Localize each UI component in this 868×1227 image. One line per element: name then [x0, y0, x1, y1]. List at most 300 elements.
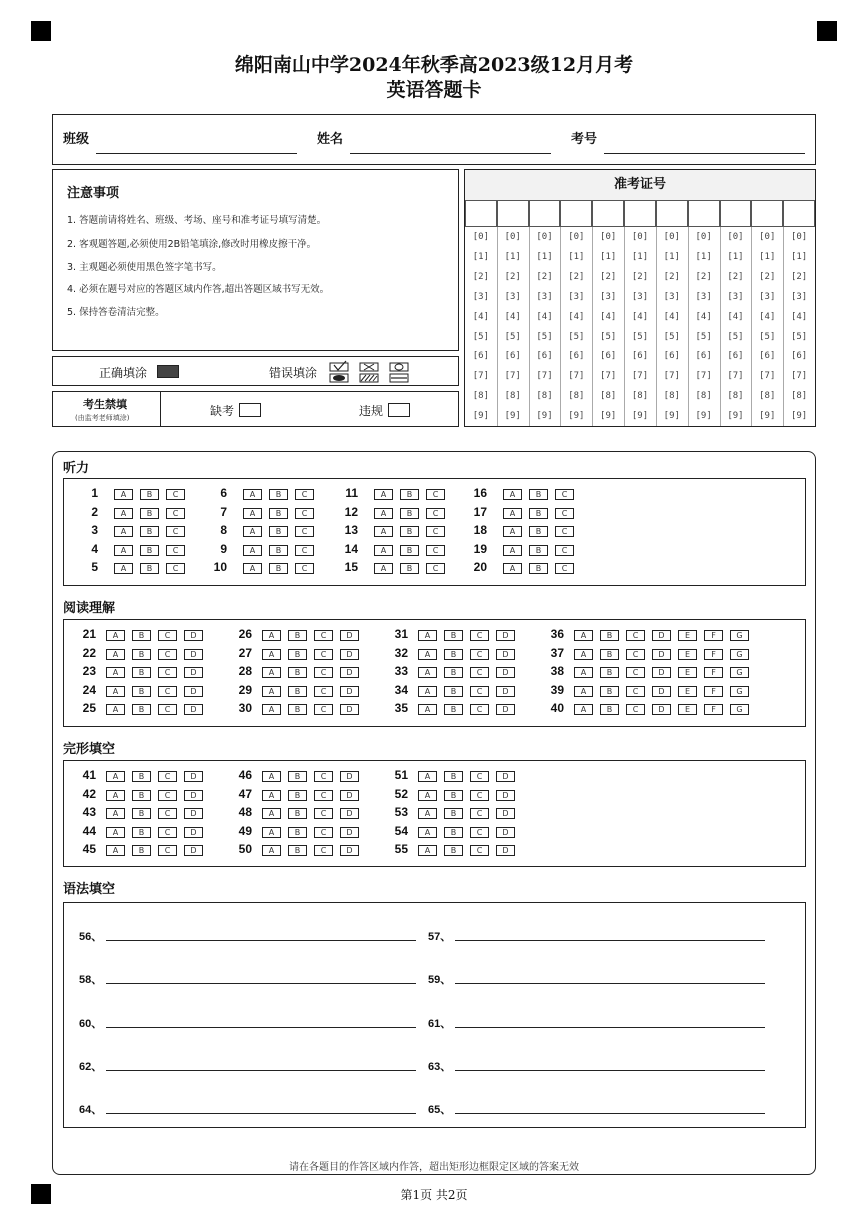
admission-digit-bubble[interactable]: [2] — [536, 271, 553, 282]
answer-bubble-a[interactable]: A — [243, 489, 262, 500]
admission-digit-bubble[interactable]: [2] — [631, 271, 649, 282]
admission-digit-bubble[interactable]: [0] — [631, 232, 649, 242]
admission-digit-bubble[interactable]: [0] — [472, 232, 490, 242]
admission-digit-bubble[interactable]: [8] — [568, 391, 585, 402]
admission-digit-bubble[interactable]: [1] — [631, 251, 649, 262]
admission-digit-bubble[interactable]: [5] — [568, 331, 585, 342]
answer-bubble-c[interactable]: C — [470, 630, 489, 641]
answer-bubble-d[interactable]: D — [496, 827, 515, 838]
answer-bubble-c[interactable]: C — [314, 667, 333, 678]
answer-bubble-d[interactable]: D — [340, 686, 359, 697]
answer-bubble-a[interactable]: A — [503, 526, 522, 537]
answer-bubble-a[interactable]: A — [418, 808, 437, 819]
admission-digit-bubble[interactable]: [8] — [600, 391, 617, 402]
answer-bubble-d[interactable]: D — [340, 808, 359, 819]
admission-digit-bubble[interactable]: [5] — [600, 331, 617, 342]
answer-bubble-c[interactable]: C — [626, 704, 645, 715]
answer-bubble-c[interactable]: C — [158, 845, 177, 856]
admission-digit-bubble[interactable]: [6] — [536, 351, 553, 362]
grammar-blank-line[interactable] — [106, 983, 416, 984]
answer-bubble-b[interactable]: B — [444, 630, 463, 641]
answer-bubble-c[interactable]: C — [314, 808, 333, 819]
answer-bubble-d[interactable]: D — [184, 686, 203, 697]
answer-bubble-d[interactable]: D — [652, 686, 671, 697]
answer-bubble-a[interactable]: A — [574, 704, 593, 715]
admission-digit-bubble[interactable]: [7] — [568, 371, 585, 382]
answer-bubble-b[interactable]: B — [400, 563, 419, 574]
admission-digit-bubble[interactable]: [6] — [631, 351, 649, 362]
admission-write-cell[interactable] — [720, 200, 752, 227]
absent-checkbox[interactable] — [239, 403, 261, 417]
answer-bubble-d[interactable]: D — [496, 845, 515, 856]
admission-digit-bubble[interactable]: [4] — [536, 311, 553, 322]
admission-write-cell[interactable] — [783, 200, 815, 227]
class-field[interactable] — [96, 153, 297, 154]
answer-bubble-a[interactable]: A — [574, 649, 593, 660]
answer-bubble-b[interactable]: B — [269, 526, 288, 537]
admission-digit-bubble[interactable]: [3] — [600, 291, 617, 302]
answer-bubble-f[interactable]: F — [704, 630, 723, 641]
admission-digit-bubble[interactable]: [7] — [600, 371, 617, 382]
admission-digit-bubble[interactable]: [1] — [568, 251, 585, 262]
admission-digit-bubble[interactable]: [8] — [695, 391, 712, 402]
admission-digit-bubble[interactable]: [0] — [663, 232, 680, 242]
answer-bubble-b[interactable]: B — [400, 526, 419, 537]
answer-bubble-d[interactable]: D — [340, 827, 359, 838]
admission-write-cell[interactable] — [688, 200, 720, 227]
exam-no-field[interactable] — [604, 153, 805, 154]
answer-bubble-a[interactable]: A — [374, 545, 393, 556]
admission-digit-bubble[interactable]: [3] — [790, 291, 808, 302]
answer-bubble-a[interactable]: A — [262, 845, 281, 856]
answer-bubble-d[interactable]: D — [652, 630, 671, 641]
admission-digit-bubble[interactable]: [9] — [504, 411, 521, 422]
answer-bubble-d[interactable]: D — [340, 704, 359, 715]
answer-bubble-c[interactable]: C — [470, 827, 489, 838]
answer-bubble-b[interactable]: B — [600, 704, 619, 715]
admission-digit-bubble[interactable]: [1] — [472, 251, 490, 262]
answer-bubble-c[interactable]: C — [158, 808, 177, 819]
answer-bubble-c[interactable]: C — [158, 649, 177, 660]
answer-bubble-a[interactable]: A — [418, 771, 437, 782]
grammar-blank-line[interactable] — [106, 1027, 416, 1028]
answer-bubble-c[interactable]: C — [426, 489, 445, 500]
admission-write-cell[interactable] — [656, 200, 688, 227]
admission-digit-bubble[interactable]: [2] — [472, 271, 490, 282]
admission-digit-bubble[interactable]: [9] — [536, 411, 553, 422]
answer-bubble-b[interactable]: B — [288, 704, 307, 715]
answer-bubble-a[interactable]: A — [106, 827, 125, 838]
admission-digit-bubble[interactable]: [8] — [759, 391, 776, 402]
admission-digit-bubble[interactable]: [4] — [663, 311, 680, 322]
answer-bubble-b[interactable]: B — [132, 704, 151, 715]
answer-bubble-a[interactable]: A — [574, 686, 593, 697]
answer-bubble-d[interactable]: D — [496, 704, 515, 715]
admission-write-cell[interactable] — [529, 200, 561, 227]
answer-bubble-b[interactable]: B — [444, 704, 463, 715]
answer-bubble-c[interactable]: C — [295, 489, 314, 500]
admission-digit-bubble[interactable]: [5] — [536, 331, 553, 342]
answer-bubble-c[interactable]: C — [166, 508, 185, 519]
answer-bubble-a[interactable]: A — [503, 489, 522, 500]
answer-bubble-c[interactable]: C — [314, 790, 333, 801]
admission-digit-bubble[interactable]: [4] — [568, 311, 585, 322]
answer-bubble-c[interactable]: C — [314, 649, 333, 660]
answer-bubble-b[interactable]: B — [132, 790, 151, 801]
admission-digit-bubble[interactable]: [8] — [790, 391, 808, 402]
answer-bubble-a[interactable]: A — [106, 649, 125, 660]
answer-bubble-f[interactable]: F — [704, 686, 723, 697]
violation-checkbox[interactable] — [388, 403, 410, 417]
answer-bubble-b[interactable]: B — [444, 808, 463, 819]
admission-digit-bubble[interactable]: [0] — [504, 232, 521, 242]
answer-bubble-b[interactable]: B — [444, 771, 463, 782]
admission-digit-bubble[interactable]: [6] — [727, 351, 744, 362]
grammar-blank-line[interactable] — [455, 983, 765, 984]
answer-bubble-c[interactable]: C — [166, 489, 185, 500]
answer-bubble-a[interactable]: A — [262, 667, 281, 678]
answer-bubble-b[interactable]: B — [400, 545, 419, 556]
answer-bubble-b[interactable]: B — [269, 489, 288, 500]
admission-digit-bubble[interactable]: [3] — [504, 291, 521, 302]
answer-bubble-e[interactable]: E — [678, 630, 697, 641]
answer-bubble-a[interactable]: A — [503, 545, 522, 556]
answer-bubble-d[interactable]: D — [652, 704, 671, 715]
admission-digit-bubble[interactable]: [9] — [663, 411, 680, 422]
answer-bubble-a[interactable]: A — [262, 630, 281, 641]
admission-digit-bubble[interactable]: [1] — [727, 251, 744, 262]
admission-digit-bubble[interactable]: [7] — [504, 371, 521, 382]
answer-bubble-c[interactable]: C — [158, 827, 177, 838]
answer-bubble-a[interactable]: A — [574, 630, 593, 641]
answer-bubble-b[interactable]: B — [132, 686, 151, 697]
admission-digit-bubble[interactable]: [0] — [727, 232, 744, 242]
answer-bubble-b[interactable]: B — [132, 845, 151, 856]
answer-bubble-d[interactable]: D — [340, 667, 359, 678]
admission-digit-bubble[interactable]: [5] — [472, 331, 490, 342]
answer-bubble-c[interactable]: C — [314, 827, 333, 838]
answer-bubble-d[interactable]: D — [496, 630, 515, 641]
admission-digit-bubble[interactable]: [0] — [600, 232, 617, 242]
answer-bubble-f[interactable]: F — [704, 667, 723, 678]
answer-bubble-b[interactable]: B — [529, 489, 548, 500]
answer-bubble-d[interactable]: D — [340, 790, 359, 801]
answer-bubble-c[interactable]: C — [158, 704, 177, 715]
answer-bubble-c[interactable]: C — [314, 771, 333, 782]
admission-digit-bubble[interactable]: [3] — [759, 291, 776, 302]
answer-bubble-d[interactable]: D — [496, 790, 515, 801]
admission-digit-bubble[interactable]: [3] — [695, 291, 712, 302]
admission-digit-bubble[interactable]: [1] — [695, 251, 712, 262]
answer-bubble-a[interactable]: A — [374, 563, 393, 574]
answer-bubble-d[interactable]: D — [340, 649, 359, 660]
admission-digit-bubble[interactable]: [4] — [600, 311, 617, 322]
answer-bubble-b[interactable]: B — [444, 686, 463, 697]
admission-digit-bubble[interactable]: [2] — [790, 271, 808, 282]
answer-bubble-d[interactable]: D — [340, 845, 359, 856]
admission-write-cell[interactable] — [751, 200, 783, 227]
admission-digit-bubble[interactable]: [9] — [472, 411, 490, 422]
answer-bubble-d[interactable]: D — [184, 704, 203, 715]
admission-digit-bubble[interactable]: [7] — [663, 371, 680, 382]
answer-bubble-c[interactable]: C — [470, 845, 489, 856]
answer-bubble-c[interactable]: C — [470, 771, 489, 782]
admission-digit-bubble[interactable]: [9] — [759, 411, 776, 422]
answer-bubble-b[interactable]: B — [288, 630, 307, 641]
answer-bubble-b[interactable]: B — [269, 563, 288, 574]
admission-digit-bubble[interactable]: [8] — [536, 391, 553, 402]
answer-bubble-a[interactable]: A — [262, 771, 281, 782]
admission-digit-bubble[interactable]: [6] — [790, 351, 808, 362]
answer-bubble-c[interactable]: C — [470, 808, 489, 819]
answer-bubble-a[interactable]: A — [262, 808, 281, 819]
admission-digit-bubble[interactable]: [0] — [536, 232, 553, 242]
answer-bubble-e[interactable]: E — [678, 704, 697, 715]
answer-bubble-b[interactable]: B — [529, 508, 548, 519]
answer-bubble-b[interactable]: B — [288, 667, 307, 678]
answer-bubble-b[interactable]: B — [400, 489, 419, 500]
answer-bubble-g[interactable]: G — [730, 649, 749, 660]
answer-bubble-c[interactable]: C — [555, 545, 574, 556]
answer-bubble-b[interactable]: B — [132, 649, 151, 660]
admission-digit-bubble[interactable]: [8] — [472, 391, 490, 402]
answer-bubble-d[interactable]: D — [652, 667, 671, 678]
answer-bubble-c[interactable]: C — [555, 526, 574, 537]
answer-bubble-a[interactable]: A — [262, 686, 281, 697]
admission-digit-bubble[interactable]: [9] — [600, 411, 617, 422]
answer-bubble-c[interactable]: C — [470, 686, 489, 697]
answer-bubble-c[interactable]: C — [555, 489, 574, 500]
answer-bubble-c[interactable]: C — [166, 526, 185, 537]
answer-bubble-b[interactable]: B — [132, 808, 151, 819]
answer-bubble-a[interactable]: A — [374, 508, 393, 519]
answer-bubble-b[interactable]: B — [132, 667, 151, 678]
grammar-blank-line[interactable] — [455, 1027, 765, 1028]
answer-bubble-c[interactable]: C — [626, 686, 645, 697]
answer-bubble-b[interactable]: B — [140, 508, 159, 519]
admission-digit-bubble[interactable]: [7] — [695, 371, 712, 382]
answer-bubble-a[interactable]: A — [418, 667, 437, 678]
answer-bubble-a[interactable]: A — [106, 630, 125, 641]
answer-bubble-c[interactable]: C — [314, 704, 333, 715]
answer-bubble-b[interactable]: B — [288, 686, 307, 697]
answer-bubble-a[interactable]: A — [243, 508, 262, 519]
admission-digit-bubble[interactable]: [7] — [759, 371, 776, 382]
admission-digit-bubble[interactable]: [9] — [790, 411, 808, 422]
admission-digit-bubble[interactable]: [3] — [536, 291, 553, 302]
answer-bubble-e[interactable]: E — [678, 667, 697, 678]
admission-digit-bubble[interactable]: [3] — [663, 291, 680, 302]
answer-bubble-c[interactable]: C — [426, 526, 445, 537]
answer-bubble-a[interactable]: A — [418, 686, 437, 697]
answer-bubble-c[interactable]: C — [158, 630, 177, 641]
admission-digit-bubble[interactable]: [8] — [727, 391, 744, 402]
answer-bubble-a[interactable]: A — [243, 526, 262, 537]
grammar-blank-line[interactable] — [106, 1070, 416, 1071]
answer-bubble-a[interactable]: A — [418, 845, 437, 856]
admission-digit-bubble[interactable]: [0] — [759, 232, 776, 242]
admission-digit-bubble[interactable]: [7] — [790, 371, 808, 382]
admission-digit-bubble[interactable]: [5] — [504, 331, 521, 342]
grammar-blank-line[interactable] — [455, 1070, 765, 1071]
answer-bubble-a[interactable]: A — [114, 545, 133, 556]
answer-bubble-b[interactable]: B — [400, 508, 419, 519]
admission-digit-bubble[interactable]: [6] — [504, 351, 521, 362]
answer-bubble-a[interactable]: A — [503, 508, 522, 519]
answer-bubble-c[interactable]: C — [470, 649, 489, 660]
admission-digit-bubble[interactable]: [2] — [759, 271, 776, 282]
answer-bubble-c[interactable]: C — [426, 563, 445, 574]
admission-digit-bubble[interactable]: [3] — [727, 291, 744, 302]
answer-bubble-a[interactable]: A — [106, 771, 125, 782]
admission-digit-bubble[interactable]: [1] — [536, 251, 553, 262]
admission-digit-bubble[interactable]: [8] — [504, 391, 521, 402]
answer-bubble-d[interactable]: D — [184, 845, 203, 856]
admission-digit-bubble[interactable]: [2] — [663, 271, 680, 282]
answer-bubble-e[interactable]: E — [678, 649, 697, 660]
answer-bubble-c[interactable]: C — [555, 508, 574, 519]
answer-bubble-a[interactable]: A — [106, 790, 125, 801]
admission-digit-bubble[interactable]: [4] — [695, 311, 712, 322]
answer-bubble-d[interactable]: D — [184, 808, 203, 819]
answer-bubble-a[interactable]: A — [418, 790, 437, 801]
answer-bubble-b[interactable]: B — [140, 526, 159, 537]
answer-bubble-c[interactable]: C — [158, 667, 177, 678]
admission-digit-bubble[interactable]: [2] — [727, 271, 744, 282]
admission-digit-bubble[interactable]: [1] — [663, 251, 680, 262]
answer-bubble-b[interactable]: B — [140, 489, 159, 500]
admission-digit-bubble[interactable]: [6] — [600, 351, 617, 362]
answer-bubble-a[interactable]: A — [418, 827, 437, 838]
answer-bubble-b[interactable]: B — [140, 563, 159, 574]
answer-bubble-c[interactable]: C — [470, 667, 489, 678]
answer-bubble-d[interactable]: D — [340, 771, 359, 782]
answer-bubble-c[interactable]: C — [295, 545, 314, 556]
answer-bubble-a[interactable]: A — [503, 563, 522, 574]
admission-digit-bubble[interactable]: [7] — [727, 371, 744, 382]
admission-digit-bubble[interactable]: [4] — [790, 311, 808, 322]
answer-bubble-b[interactable]: B — [288, 790, 307, 801]
admission-digit-bubble[interactable]: [9] — [695, 411, 712, 422]
answer-bubble-c[interactable]: C — [166, 563, 185, 574]
answer-bubble-d[interactable]: D — [340, 630, 359, 641]
answer-bubble-a[interactable]: A — [262, 649, 281, 660]
answer-bubble-a[interactable]: A — [418, 649, 437, 660]
answer-bubble-c[interactable]: C — [470, 704, 489, 715]
admission-digit-bubble[interactable]: [5] — [695, 331, 712, 342]
answer-bubble-b[interactable]: B — [288, 808, 307, 819]
answer-bubble-a[interactable]: A — [374, 526, 393, 537]
answer-bubble-a[interactable]: A — [262, 790, 281, 801]
answer-bubble-a[interactable]: A — [262, 704, 281, 715]
answer-bubble-a[interactable]: A — [418, 630, 437, 641]
admission-digit-bubble[interactable]: [7] — [536, 371, 553, 382]
answer-bubble-c[interactable]: C — [295, 563, 314, 574]
answer-bubble-c[interactable]: C — [426, 508, 445, 519]
answer-bubble-a[interactable]: A — [114, 508, 133, 519]
answer-bubble-b[interactable]: B — [269, 508, 288, 519]
admission-digit-bubble[interactable]: [0] — [790, 232, 808, 242]
answer-bubble-b[interactable]: B — [600, 630, 619, 641]
answer-bubble-a[interactable]: A — [574, 667, 593, 678]
answer-bubble-c[interactable]: C — [314, 686, 333, 697]
answer-bubble-d[interactable]: D — [496, 808, 515, 819]
admission-digit-bubble[interactable]: [1] — [790, 251, 808, 262]
admission-digit-bubble[interactable]: [2] — [600, 271, 617, 282]
answer-bubble-c[interactable]: C — [426, 545, 445, 556]
answer-bubble-c[interactable]: C — [470, 790, 489, 801]
admission-digit-bubble[interactable]: [0] — [695, 232, 712, 242]
admission-digit-bubble[interactable]: [3] — [472, 291, 490, 302]
answer-bubble-a[interactable]: A — [106, 686, 125, 697]
answer-bubble-g[interactable]: G — [730, 667, 749, 678]
answer-bubble-c[interactable]: C — [314, 845, 333, 856]
admission-digit-bubble[interactable]: [9] — [568, 411, 585, 422]
answer-bubble-b[interactable]: B — [444, 827, 463, 838]
answer-bubble-c[interactable]: C — [626, 630, 645, 641]
admission-digit-bubble[interactable]: [9] — [631, 411, 649, 422]
answer-bubble-a[interactable]: A — [106, 704, 125, 715]
answer-bubble-b[interactable]: B — [529, 526, 548, 537]
answer-bubble-c[interactable]: C — [158, 686, 177, 697]
grammar-blank-line[interactable] — [455, 940, 765, 941]
answer-bubble-b[interactable]: B — [444, 790, 463, 801]
admission-digit-bubble[interactable]: [5] — [759, 331, 776, 342]
answer-bubble-d[interactable]: D — [184, 630, 203, 641]
answer-bubble-c[interactable]: C — [295, 508, 314, 519]
admission-write-cell[interactable] — [592, 200, 624, 227]
answer-bubble-c[interactable]: C — [626, 649, 645, 660]
admission-digit-bubble[interactable]: [4] — [759, 311, 776, 322]
answer-bubble-a[interactable]: A — [418, 704, 437, 715]
admission-digit-bubble[interactable]: [6] — [472, 351, 490, 362]
admission-digit-bubble[interactable]: [7] — [631, 371, 649, 382]
answer-bubble-a[interactable]: A — [114, 526, 133, 537]
answer-bubble-f[interactable]: F — [704, 704, 723, 715]
answer-bubble-a[interactable]: A — [262, 827, 281, 838]
answer-bubble-b[interactable]: B — [600, 667, 619, 678]
answer-bubble-b[interactable]: B — [288, 771, 307, 782]
answer-bubble-c[interactable]: C — [555, 563, 574, 574]
admission-digit-bubble[interactable]: [8] — [631, 391, 649, 402]
admission-digit-bubble[interactable]: [8] — [663, 391, 680, 402]
admission-write-cell[interactable] — [624, 200, 656, 227]
admission-digit-bubble[interactable]: [3] — [568, 291, 585, 302]
answer-bubble-c[interactable]: C — [166, 545, 185, 556]
answer-bubble-a[interactable]: A — [374, 489, 393, 500]
answer-bubble-d[interactable]: D — [496, 771, 515, 782]
answer-bubble-c[interactable]: C — [626, 667, 645, 678]
admission-digit-bubble[interactable]: [0] — [568, 232, 585, 242]
answer-bubble-b[interactable]: B — [444, 667, 463, 678]
grammar-blank-line[interactable] — [455, 1113, 765, 1114]
answer-bubble-d[interactable]: D — [184, 771, 203, 782]
admission-digit-bubble[interactable]: [2] — [695, 271, 712, 282]
admission-digit-bubble[interactable]: [1] — [504, 251, 521, 262]
answer-bubble-c[interactable]: C — [158, 771, 177, 782]
grammar-blank-line[interactable] — [106, 1113, 416, 1114]
answer-bubble-f[interactable]: F — [704, 649, 723, 660]
answer-bubble-g[interactable]: G — [730, 704, 749, 715]
answer-bubble-b[interactable]: B — [132, 630, 151, 641]
answer-bubble-b[interactable]: B — [288, 845, 307, 856]
admission-digit-bubble[interactable]: [1] — [600, 251, 617, 262]
answer-bubble-d[interactable]: D — [184, 667, 203, 678]
answer-bubble-c[interactable]: C — [158, 790, 177, 801]
admission-digit-bubble[interactable]: [9] — [727, 411, 744, 422]
answer-bubble-a[interactable]: A — [106, 845, 125, 856]
admission-digit-bubble[interactable]: [4] — [727, 311, 744, 322]
